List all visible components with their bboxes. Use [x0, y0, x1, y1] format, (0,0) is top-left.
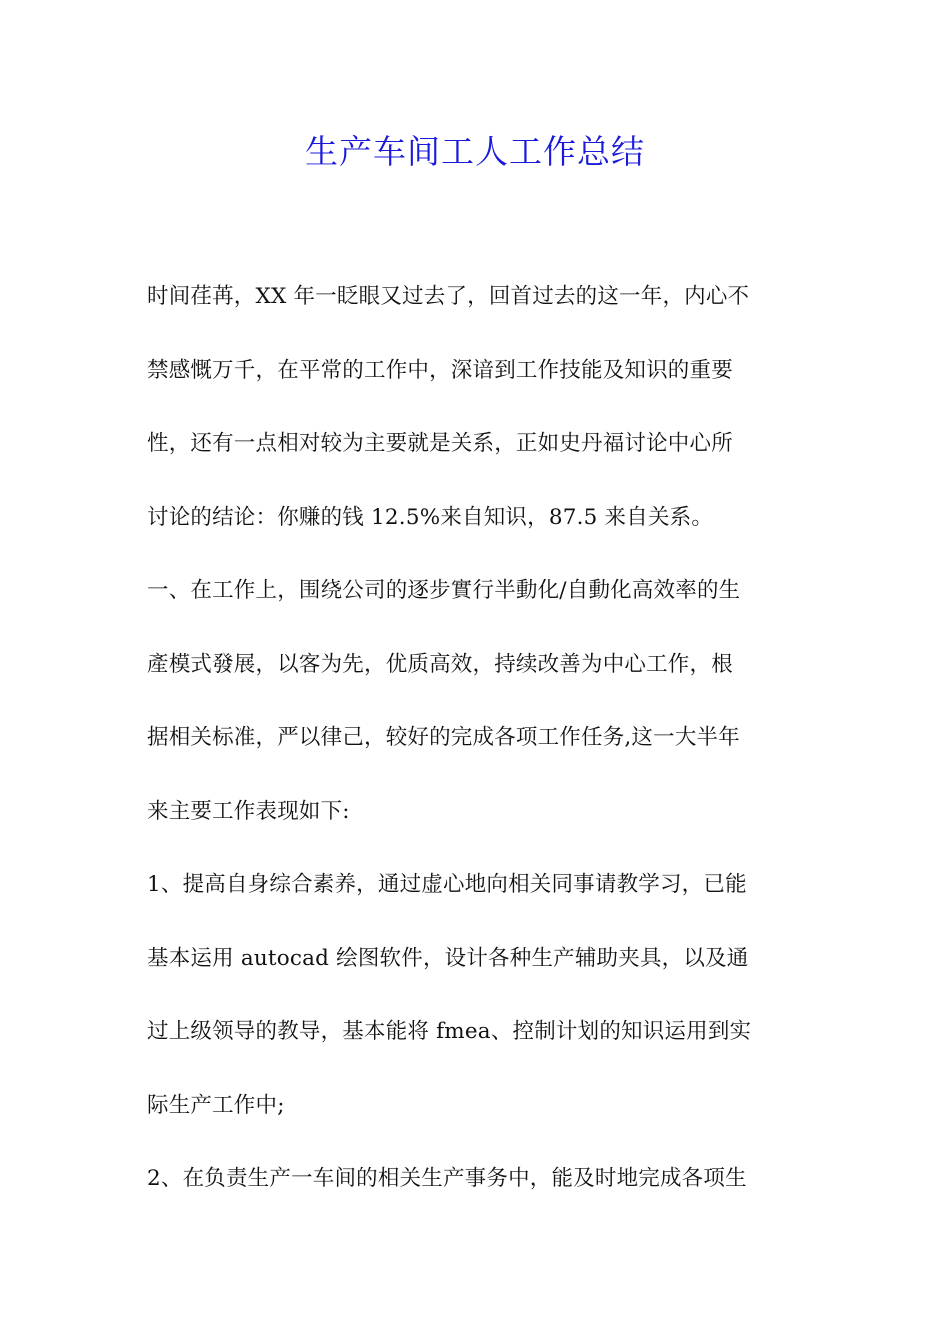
paragraph-line: 2、在负责生产一车间的相关生产事务中，能及时地完成各项生 — [147, 1166, 747, 1191]
paragraph-line: 基本运用 autocad 绘图软件，设计各种生产辅助夹具，以及通 — [147, 945, 749, 971]
paragraph-line: 讨论的结论：你赚的钱 12.5%来自知识，87.5 来自关系。 — [147, 504, 714, 530]
paragraph-line: 1、提高自身综合素养，通过虚心地向相关同事请教学习，已能 — [147, 872, 747, 897]
paragraph-line: 过上级领导的教导，基本能将 fmea、控制计划的知识运用到实 — [147, 1019, 752, 1044]
paragraph-line: 据相关标准，严以律己，较好的完成各项工作任务,这一大半年 — [147, 725, 740, 750]
document-body — [147, 260, 807, 1216]
paragraph-line: 际生产工作中; — [147, 1092, 285, 1118]
paragraph-line: 来主要工作表现如下: — [147, 798, 350, 824]
paragraph-line: 时间荏苒，XX 年一眨眼又过去了，回首过去的这一年，内心不 — [147, 284, 750, 309]
page-title: 生产车间工人工作总结 — [305, 132, 645, 171]
paragraph-line: 產模式發展，以客为先，优质高效，持续改善为中心工作，根 — [147, 651, 733, 677]
paragraph-line: 禁感慨万千，在平常的工作中，深谙到工作技能及知识的重要 — [147, 357, 733, 383]
paragraph-line: 性，还有一点相对较为主要就是关系，正如史丹福讨论中心所 — [147, 431, 733, 456]
paragraph-line: 一、在工作上，围绕公司的逐步實行半動化/自動化高效率的生 — [147, 578, 741, 603]
